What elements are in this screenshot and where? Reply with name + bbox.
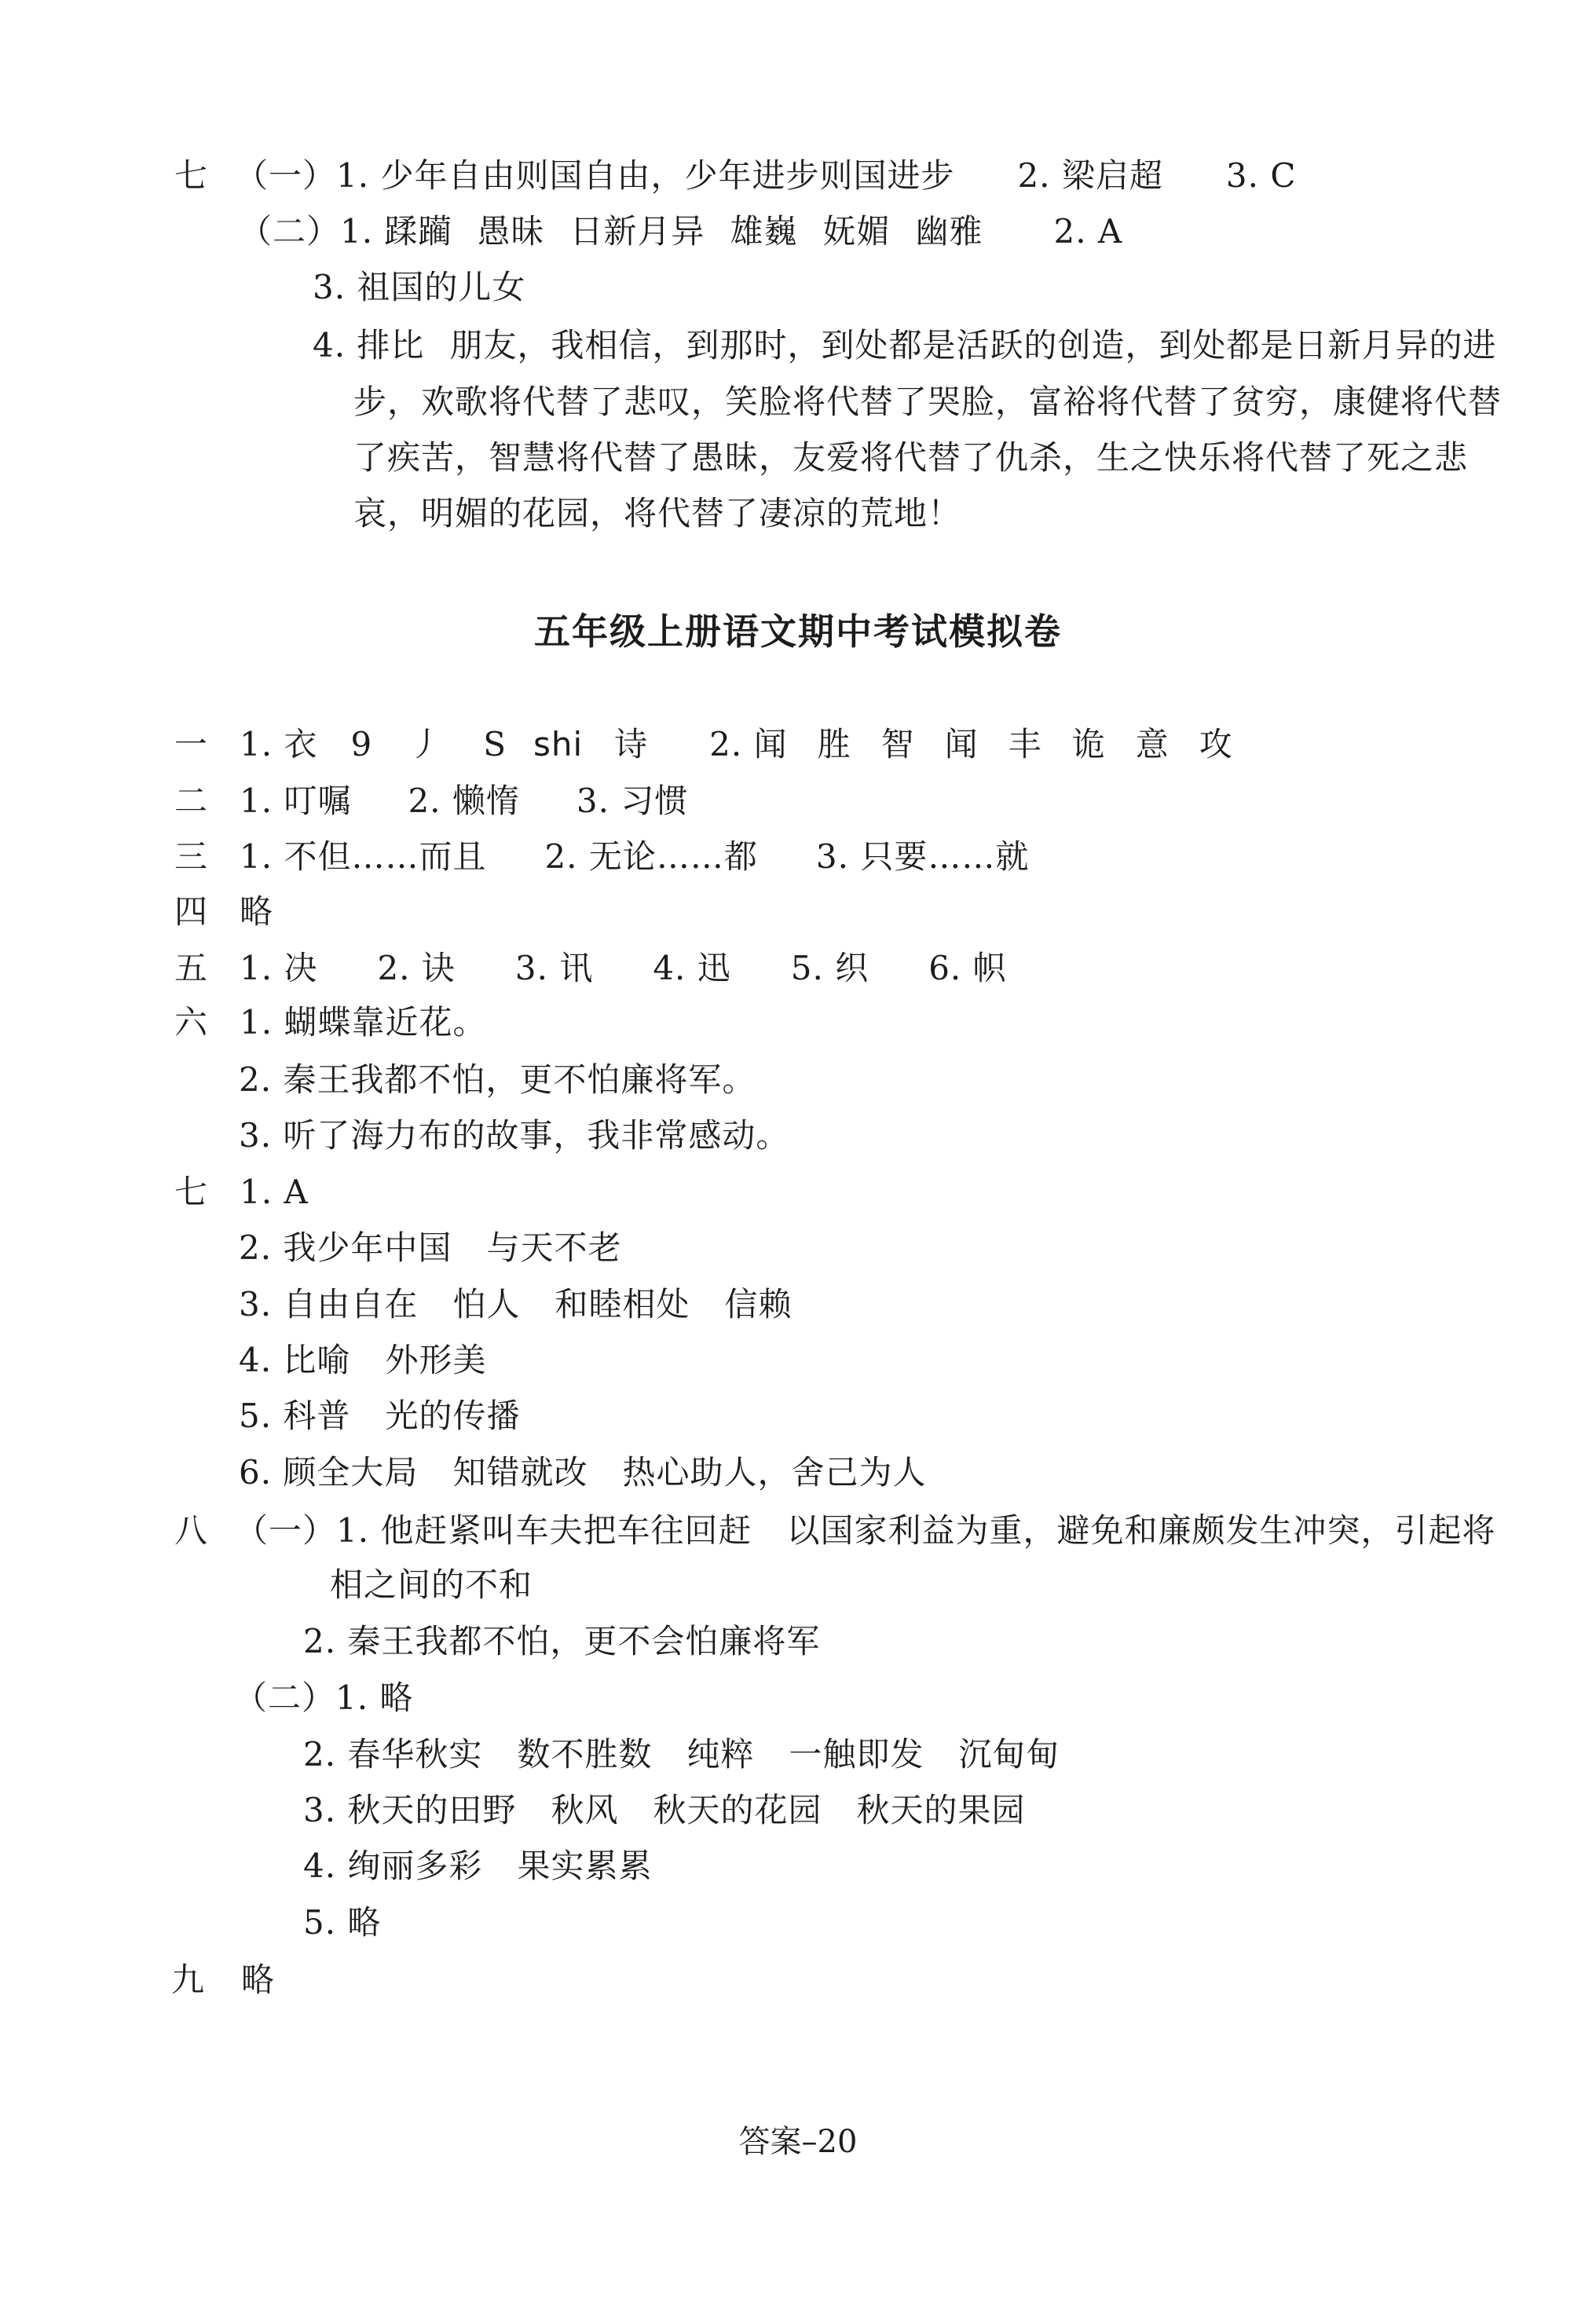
answer-text: 2. 懒惰	[408, 782, 520, 820]
answer-text: 数不胜数	[517, 1735, 653, 1774]
answer-text: 信赖	[724, 1285, 793, 1323]
answer-text: 果实累累	[517, 1847, 653, 1885]
answer-text: 4. 排比	[313, 326, 425, 364]
section-number: 二	[174, 782, 209, 820]
answer-text: 丿	[408, 725, 443, 763]
answer-text: 怕人	[452, 1285, 521, 1323]
answer-line	[303, 1731, 1060, 1778]
answer-text: （一）1. 少年自由则国自由，少年进步则国进步	[235, 156, 955, 195]
answer-text: 3. 听了海力布的故事，我非常感动。	[239, 1116, 790, 1155]
answer-text: 1. A	[240, 1173, 309, 1211]
answer-text: 3. C	[1225, 156, 1297, 195]
answer-line	[239, 1225, 621, 1272]
answer-text: 相之间的不和	[330, 1565, 533, 1604]
answer-line	[174, 721, 1233, 768]
answer-text: 3. 自由自在	[239, 1285, 419, 1323]
answer-text: 雄巍	[730, 212, 798, 251]
answer-line	[174, 778, 688, 825]
answer-text: 6. 帜	[928, 949, 1007, 987]
answer-text: 2. 秦王我都不怕，更不怕廉将军。	[239, 1060, 756, 1099]
answer-text: shi	[533, 725, 584, 763]
answer-text: 2. 诀	[377, 949, 456, 987]
answer-line	[174, 833, 1029, 880]
answer-text: 2. 我少年中国	[239, 1228, 452, 1267]
answer-text: 与天不老	[486, 1228, 622, 1267]
answer-text: 2. 春华秋实	[303, 1735, 483, 1774]
answer-line	[353, 379, 1502, 426]
answer-line	[239, 208, 1122, 255]
answer-text: 2. 梁启超	[1017, 156, 1163, 195]
answer-text: 外形美	[385, 1341, 487, 1379]
section-number: 八	[174, 1511, 209, 1550]
answer-line	[313, 322, 1496, 369]
answer-text: 1. 衣	[240, 725, 318, 763]
answer-text: 诗	[614, 725, 649, 763]
answer-text: 闻	[944, 725, 979, 763]
answer-text: 以国家利益为重，避免和廉颇发生冲突，引起将	[786, 1511, 1496, 1550]
answer-text: 5. 织	[790, 949, 869, 987]
answer-text: 一触即发	[789, 1735, 924, 1774]
answer-line	[239, 1056, 756, 1104]
answer-text: 胜	[817, 725, 851, 763]
answer-line	[303, 1899, 381, 1946]
answer-text: 知错就改	[452, 1453, 588, 1492]
answer-text: （二）1. 蹂躏	[239, 212, 452, 251]
answer-text: 沉甸甸	[958, 1735, 1060, 1774]
answer-text: 4. 绚丽多彩	[303, 1847, 483, 1885]
answer-text: 秋天的花园	[653, 1791, 822, 1829]
answer-line	[353, 490, 961, 537]
answer-text: 3. 讯	[514, 949, 594, 987]
answer-line	[303, 1618, 820, 1665]
answer-text: 3. 祖国的儿女	[313, 268, 526, 306]
answer-line	[234, 1675, 413, 1722]
answer-text: 5. 科普	[239, 1397, 351, 1435]
answer-text: 1. 叮嘱	[240, 782, 352, 820]
section-number: 九	[171, 1960, 206, 1999]
answer-line	[174, 888, 273, 935]
answer-text: 朋友，我相信，到那时，到处都是活跃的创造，到处都是日新月异的进	[449, 326, 1497, 364]
answer-line	[239, 1337, 486, 1384]
section-number: 七	[174, 156, 209, 195]
answer-text: 攻	[1199, 725, 1233, 763]
answer-text: （一）1. 他赶紧叫车夫把车往回赶	[235, 1511, 752, 1550]
answer-text: 秋风	[551, 1791, 619, 1829]
answer-line	[303, 1843, 652, 1890]
answer-line	[330, 1561, 533, 1609]
answer-text: 2. 无论……都	[544, 837, 758, 876]
section-number: 四	[174, 892, 209, 931]
answer-text: 略	[240, 892, 274, 931]
answer-line	[313, 264, 525, 311]
answer-text: 幽雅	[915, 212, 983, 251]
answer-text: 略	[241, 1960, 276, 1999]
answer-text: 妩媚	[822, 212, 891, 251]
answer-line	[239, 1449, 926, 1496]
answer-text: 日新月异	[569, 212, 705, 251]
answer-text: 和睦相处	[555, 1285, 690, 1323]
answer-text: 光的传播	[385, 1397, 521, 1435]
answer-text: 意	[1135, 725, 1170, 763]
answer-text: 了疾苦，智慧将代替了愚昧，友爱将代替了仇杀，生之快乐将代替了死之悲	[353, 438, 1469, 477]
answer-text: 智	[880, 725, 915, 763]
exam-title: 五年级上册语文期中考试模拟卷	[534, 610, 1062, 653]
answer-text: （二）1. 略	[234, 1678, 414, 1717]
answer-text: 丰	[1008, 725, 1042, 763]
answer-line	[174, 1507, 1495, 1554]
answer-line	[303, 1787, 1025, 1834]
section-number: 六	[174, 1003, 209, 1042]
answer-text: 纯粹	[686, 1735, 755, 1774]
answer-text: 秋天的果园	[856, 1791, 1026, 1829]
answer-text: 4. 迅	[653, 949, 731, 987]
answer-text: 1. 不但……而且	[240, 837, 487, 876]
answer-text: 1. 决	[240, 949, 318, 987]
answer-text: 4. 比喻	[239, 1341, 351, 1379]
answer-line	[174, 152, 1296, 200]
answer-text: 步，欢歌将代替了悲叹，笑脸将代替了哭脸，富裕将代替了贫穷，康健将代替	[353, 383, 1503, 421]
section-number: 三	[174, 837, 209, 876]
answer-text: 6. 顾全大局	[239, 1453, 419, 1492]
answer-line	[174, 945, 1007, 992]
page-number: 答案–20	[738, 2124, 858, 2160]
answer-text: 哀，明媚的花园，将代替了凄凉的荒地！	[353, 494, 962, 533]
answer-text: 9	[350, 725, 373, 763]
answer-text: 诡	[1071, 725, 1106, 763]
answer-line	[239, 1112, 789, 1159]
answer-text: 热心助人，舍己为人	[622, 1453, 927, 1492]
answer-text: 3. 习惯	[576, 782, 689, 820]
answer-text: S	[483, 725, 507, 763]
answer-line	[353, 434, 1468, 481]
section-number: 一	[174, 725, 209, 763]
answer-text: 3. 只要……就	[815, 837, 1030, 876]
section-number: 五	[174, 949, 209, 987]
section-number: 七	[174, 1173, 209, 1211]
answer-line	[239, 1393, 520, 1440]
answer-line	[174, 999, 486, 1046]
answer-text: 5. 略	[303, 1903, 382, 1942]
answer-text: 1. 蝴蝶靠近花。	[240, 1003, 487, 1042]
answer-line	[239, 1281, 792, 1328]
answer-line	[174, 1169, 309, 1216]
answer-text: 2. 闻	[709, 725, 788, 763]
answer-text: 3. 秋天的田野	[303, 1791, 517, 1829]
answer-text: 2. 秦王我都不怕，更不会怕廉将军	[303, 1622, 821, 1660]
answer-text: 2. A	[1053, 212, 1123, 251]
answer-text: 愚昧	[477, 212, 545, 251]
answer-line	[171, 1957, 275, 2004]
